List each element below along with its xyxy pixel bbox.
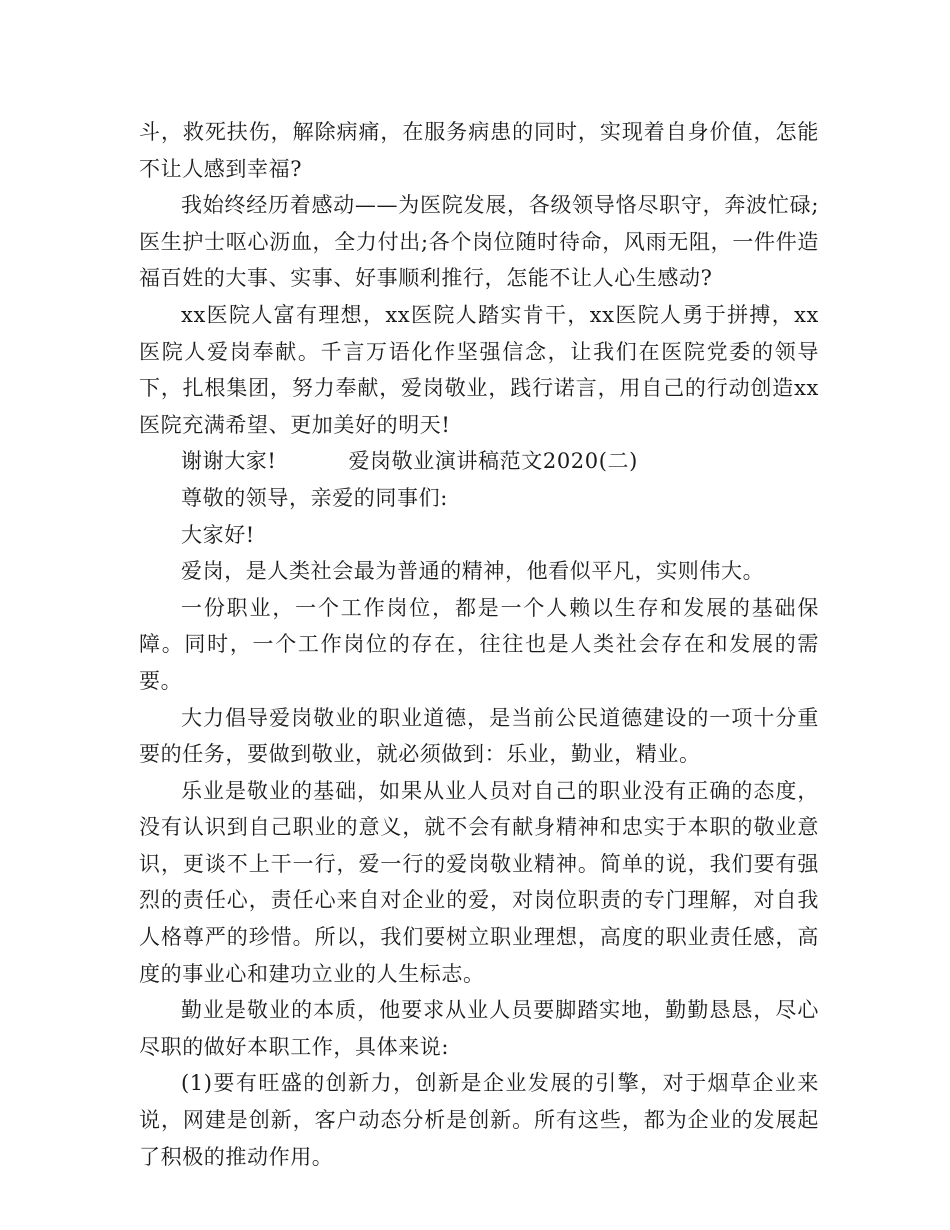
- paragraph: 大力倡导爱岗敬业的职业道德，是当前公民道德建设的一项十分重要的任务，要做到敬业，就必须做到：乐业，勤业，精业。: [139, 705, 819, 767]
- greeting: 大家好!: [181, 522, 255, 547]
- section-heading: 爱岗敬业演讲稿范文2020(二): [348, 449, 638, 474]
- thanks-text: 谢谢大家!: [181, 449, 277, 474]
- paragraph: 乐业是敬业的基础，如果从业人员对自己的职业没有正确的态度，没有认识到自己职业的意义，就不会有献身精神和忠实于本职的敬业意识，更谈不上干一行，爱一行的爱岗敬业精神。简单的说，我们要有强烈的责任心，责任心来自对企业的爱，对岗位职责的专门理解，对自我人格尊严的珍惜。所以，我们要树立职业理想，高度的职业责任感，高度的事业心和建功立业的人生标志。: [139, 778, 819, 986]
- paragraph: 一份职业，一个工作岗位，都是一个人赖以生存和发展的基础保障。同时，一个工作岗位的存在，往往也是人类社会存在和发展的需要。: [139, 595, 819, 693]
- paragraph: (1)要有旺盛的创新力，创新是企业发展的引擎，对于烟草企业来说，网建是创新，客户动态分析是创新。所有这些，都为企业的发展起了积极的推动作用。: [139, 1071, 819, 1169]
- salutation: 尊敬的领导，亲爱的同事们:: [181, 485, 448, 510]
- paragraph: xx医院人富有理想，xx医院人踏实肯干，xx医院人勇于拼搏，xx医院人爱岗奉献。千言万语化作坚强信念，让我们在医院党委的领导下，扎根集团，努力奉献，爱岗敬业，践行诺言，用自己的行动创造xx医院充满希望、更加美好的明天!: [139, 302, 819, 437]
- paragraph: 我始终经历着感动——为医院发展，各级领导恪尽职守，奔波忙碌;医生护士呕心沥血，全力付出;各个岗位随时待命，风雨无阻，一件件造福百姓的大事、实事、好事顺利推行，怎能不让人心生感动?: [139, 193, 819, 291]
- paragraph: 勤业是敬业的本质，他要求从业人员要脚踏实地，勤勤恳恳，尽心尽职的做好本职工作，具体来说:: [139, 998, 819, 1059]
- paragraph: 斗，救死扶伤，解除病痛，在服务病患的同时，实现着自身价值，怎能不让人感到幸福?: [139, 120, 819, 181]
- paragraph: 爱岗，是人类社会最为普通的精神，他看似平凡，实则伟大。: [181, 559, 765, 584]
- document-page: [139, 114, 819, 1175]
- thanks-heading-line: [139, 443, 819, 480]
